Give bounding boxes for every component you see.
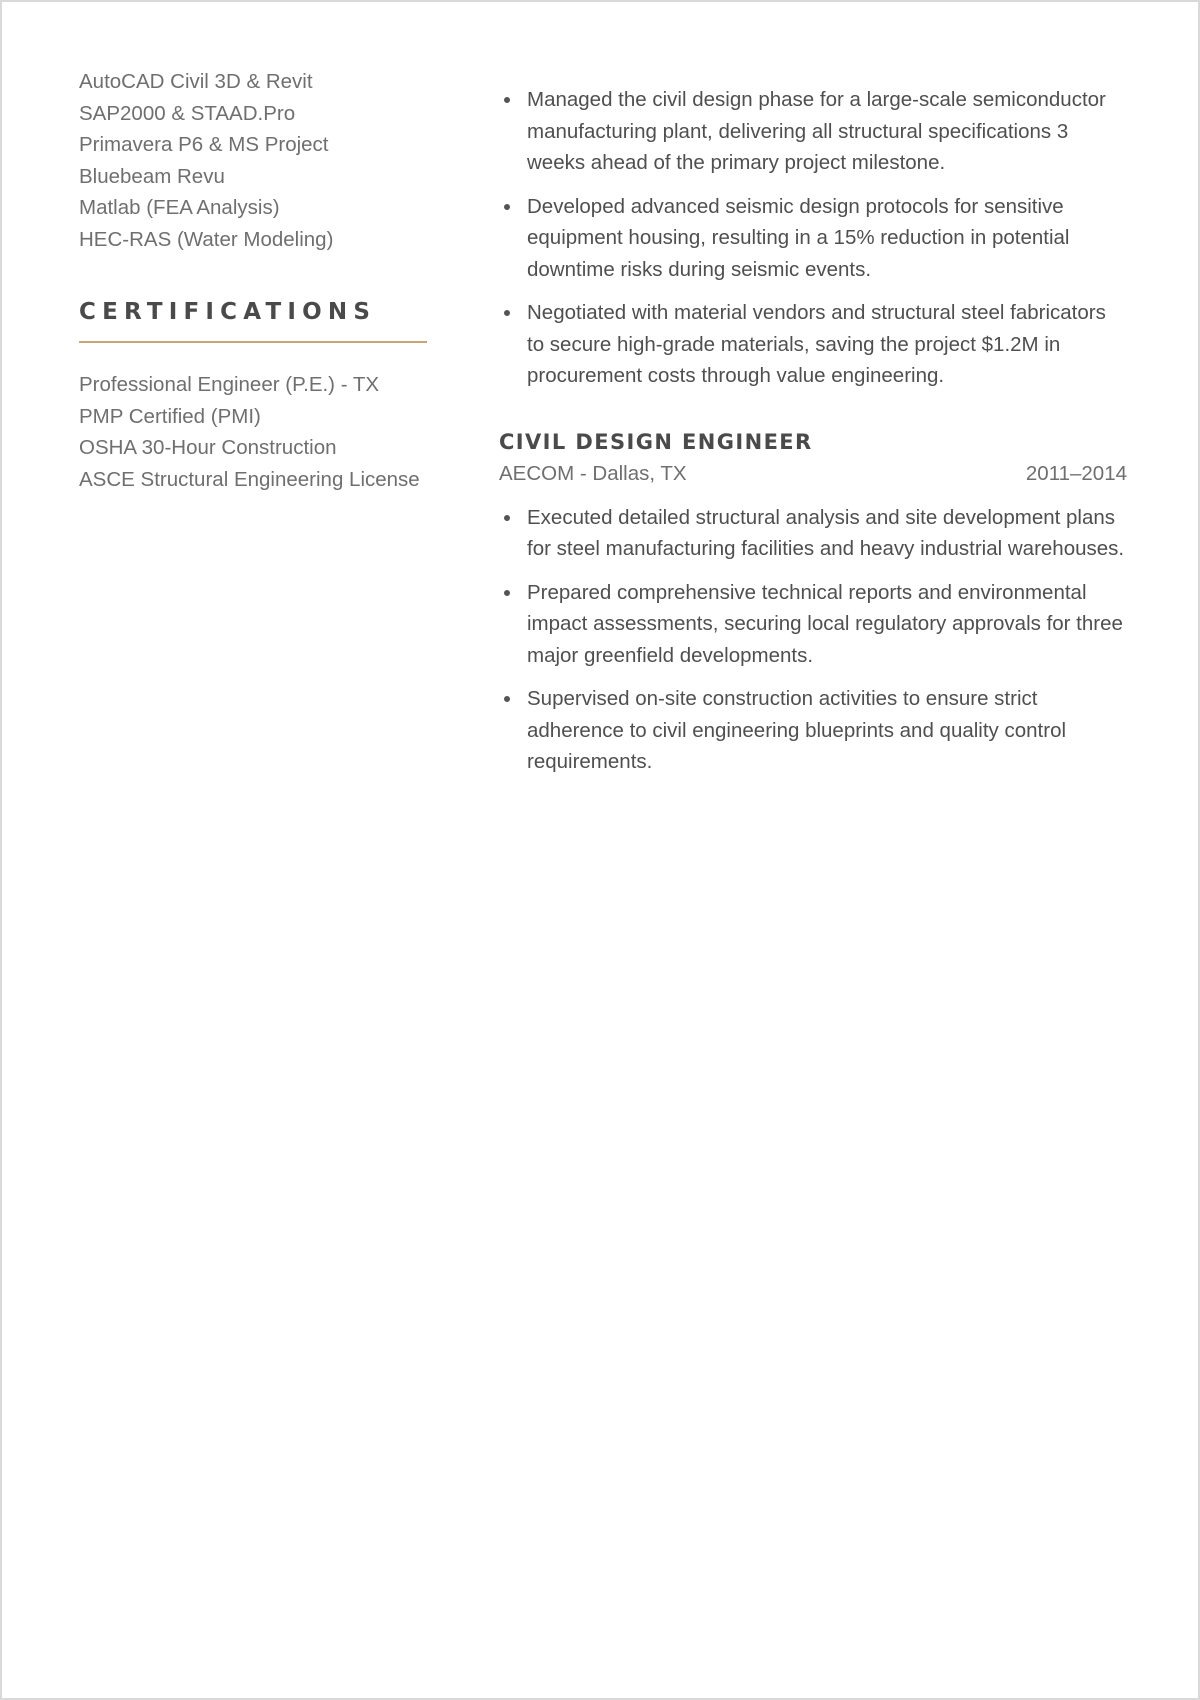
- skills-list: [79, 66, 427, 255]
- skill-item: Bluebeam Revu: [79, 164, 225, 188]
- experience-bullet: [499, 577, 1127, 672]
- previous-job-bullets: [499, 84, 1127, 392]
- certification-item: Professional Engineer (P.E.) - TX: [79, 373, 380, 396]
- experience-bullet: [499, 191, 1127, 286]
- job-entry: [499, 428, 1127, 778]
- job-title: CIVIL DESIGN ENGINEER: [499, 429, 813, 454]
- experience-bullet: [499, 297, 1127, 392]
- bullet-text: Executed detailed structural analysis and site development plans for steel manufacturing facilities and heavy industrial warehouses.: [527, 505, 1125, 560]
- bullet-dot: [504, 204, 510, 210]
- skill-item: SAP2000 & STAAD.Pro: [79, 101, 296, 125]
- sidebar: [79, 66, 427, 495]
- section-divider: [79, 341, 427, 343]
- certifications-heading: CERTIFICATIONS: [79, 299, 377, 325]
- skill-item: HEC-RAS (Water Modeling): [79, 227, 334, 251]
- bullet-text: Managed the civil design phase for a large-scale semiconductor manufacturing plant, delivering all structural specifications 3 weeks ahead of the primary project milestone.: [527, 88, 1106, 174]
- skill-item: Matlab (FEA Analysis): [79, 196, 280, 219]
- job-company: AECOM - Dallas, TX: [499, 461, 687, 485]
- skill-item: AutoCAD Civil 3D & Revit: [79, 70, 313, 93]
- bullet-text: Negotiated with material vendors and structural steel fabricators to secure high-grade materials, saving the project $1.2M in procurement costs through value engineering.: [527, 301, 1106, 387]
- bullet-text: Prepared comprehensive technical reports and environmental impact assessments, securing local regulatory approvals for three major greenfield developments.: [527, 580, 1123, 667]
- experience-bullet: [499, 683, 1127, 778]
- skill-item: Primavera P6 & MS Project: [79, 133, 329, 156]
- job-bullets: [499, 502, 1127, 778]
- experience-bullet: [499, 84, 1127, 179]
- bullet-dot: [504, 515, 510, 521]
- experience-column: [499, 84, 1127, 790]
- bullet-text: Developed advanced seismic design protocols for sensitive equipment housing, resulting in a 15% reduction in potential downtime risks during seismic events.: [527, 194, 1070, 281]
- bullet-dot: [504, 310, 510, 316]
- certification-item: ASCE Structural Engineering License: [79, 467, 420, 491]
- bullet-text: Supervised on-site construction activities to ensure strict adherence to civil engineering blueprints and quality control requirements.: [527, 687, 1067, 773]
- bullet-dot: [504, 97, 510, 103]
- bullet-dot: [504, 696, 510, 702]
- certification-item: PMP Certified (PMI): [79, 404, 261, 428]
- job-meta: [499, 460, 1127, 488]
- certification-item: OSHA 30-Hour Construction: [79, 436, 337, 459]
- certifications-list: [79, 369, 427, 495]
- job-dates: 2011–2014: [1025, 461, 1127, 485]
- experience-bullet: [499, 502, 1127, 565]
- bullet-dot: [504, 590, 510, 596]
